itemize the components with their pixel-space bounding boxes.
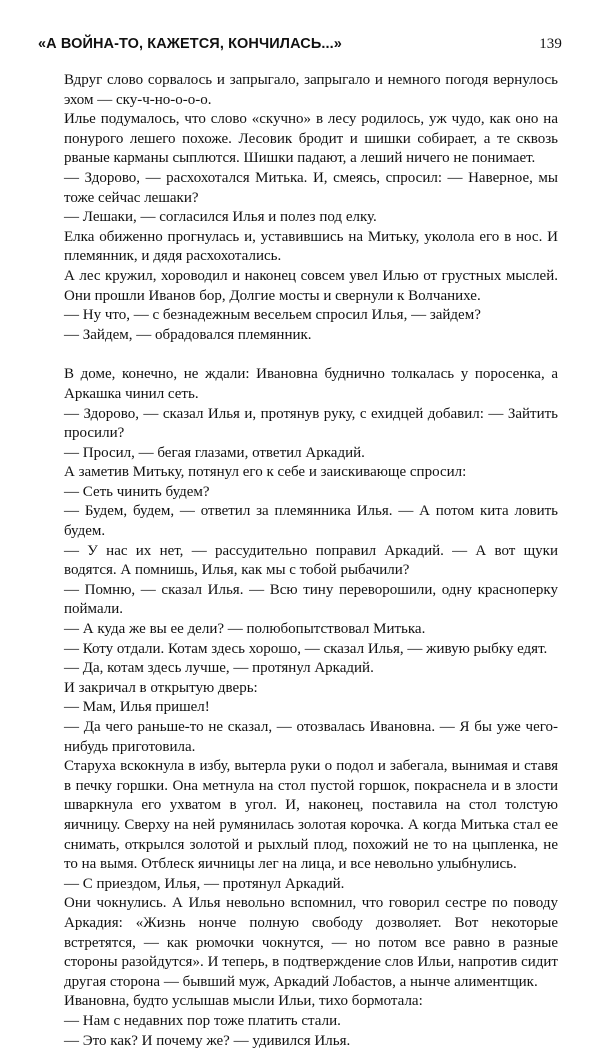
paragraph: — Сеть чинить будем?	[64, 483, 558, 503]
paragraph: — Это как? И почему же? — удивился Илья.	[64, 1032, 558, 1051]
paragraph: — Ну что, — с безнадежным весельем спросил Илья, — зайдем?	[64, 306, 558, 326]
paragraph: Елка обиженно прогнулась и, уставившись на Митьку, уколола его в нос. И племянник, и дядя расхохотались.	[64, 228, 558, 267]
paragraph: Илье подумалось, что слово «скучно» в лесу родилось, уж чудо, как оно на понурого лешего похоже. Лесовик бродит и шишки собирает, а те сквозь рваные карманы сыплются. Шишки падают, а леший ничего не понимает.	[64, 110, 558, 169]
paragraph: Они чокнулись. А Илья невольно вспомнил, что говорил сестре по поводу Аркадия: «Жизнь нонче полную свободу дозволяет. Вот некоторые встретятся, — как рюмочки чокнутся, — но потом все равно в разные стороны разойдутся». И теперь, в подтверждение слов Ильи, напротив сидит другая сторона — бывший муж, Аркадий Лобастов, а нынче алиментщик.	[64, 894, 558, 992]
paragraph: — Нам с недавних пор тоже платить стали.	[64, 1012, 558, 1032]
paragraph: — Коту отдали. Котам здесь хорошо, — сказал Илья, — живую рыбку едят.	[64, 640, 558, 660]
paragraph: — Просил, — бегая глазами, ответил Аркадий.	[64, 444, 558, 464]
paragraph: — С приездом, Илья, — протянул Аркадий.	[64, 875, 558, 895]
paragraph: — Лешаки, — согласился Илья и полез под елку.	[64, 208, 558, 228]
running-header	[38, 36, 562, 56]
paragraph: — Да, котам здесь лучше, — протянул Аркадий.	[64, 659, 558, 679]
paragraph: А заметив Митьку, потянул его к себе и заискивающе спросил:	[64, 463, 558, 483]
paragraph: — Будем, будем, — ответил за племянника Илья. — А потом кита ловить будем.	[64, 502, 558, 541]
paragraph: — Помню, — сказал Илья. — Всю тину переворошили, одну красноперку поймали.	[64, 581, 558, 620]
chapter-title: «А ВОЙНА-ТО, КАЖЕТСЯ, КОНЧИЛАСЬ...»	[38, 36, 342, 52]
paragraph: — Да чего раньше-то не сказал, — отозвалась Ивановна. — Я бы уже чего-нибудь приготовила.	[64, 718, 558, 757]
paragraph: — Здорово, — сказал Илья и, протянув руку, с ехидцей добавил: — Зайтить просили?	[64, 405, 558, 444]
paragraph: А лес кружил, хороводил и наконец совсем увел Илью от грустных мыслей. Они прошли Иванов бор, Долгие мосты и свернули к Волчанихе.	[64, 267, 558, 306]
paragraph: Вдруг слово сорвалось и запрыгало, запрыгало и немного погодя вернулось эхом — ску-ч-но-о-о-о.	[64, 71, 558, 110]
paragraph: — Зайдем, — обрадовался племянник.	[64, 326, 558, 346]
body-text	[64, 71, 558, 1051]
paragraph: — Здорово, — расхохотался Митька. И, смеясь, спросил: — Наверное, мы тоже сейчас лешаки?	[64, 169, 558, 208]
paragraph: Старуха вскокнула в избу, вытерла руки о подол и забегала, вынимая и ставя в печку горшки. Она метнула на стол пустой горшок, покраснела и в злости шваркнула его ухватом в угол. И, наконец, поставила на стол толстую яичницу. Сверху на ней румянилась золотая корочка. А когда Митька стал ее снимать, открылся золотой и рыхлый плод, похожий не то на цыпленка, не то на вымя. Отблеск яичницы лег на лица, и все невольно улыбнулись.	[64, 757, 558, 875]
paragraph: В доме, конечно, не ждали: Ивановна буднично толкалась у поросенка, а Аркашка чинил сеть.	[64, 365, 558, 404]
paragraph: — А куда же вы ее дели? — полюбопытствовал Митька.	[64, 620, 558, 640]
paragraph: Ивановна, будто услышав мысли Ильи, тихо бормотала:	[64, 992, 558, 1012]
paragraph: — Мам, Илья пришел!	[64, 698, 558, 718]
page-number: 139	[539, 36, 562, 53]
paragraph: — У нас их нет, — рассудительно поправил Аркадий. — А вот щуки водятся. А помнишь, Илья, как мы с тобой рыбачили?	[64, 542, 558, 581]
paragraph: И закричал в открытую дверь:	[64, 679, 558, 699]
